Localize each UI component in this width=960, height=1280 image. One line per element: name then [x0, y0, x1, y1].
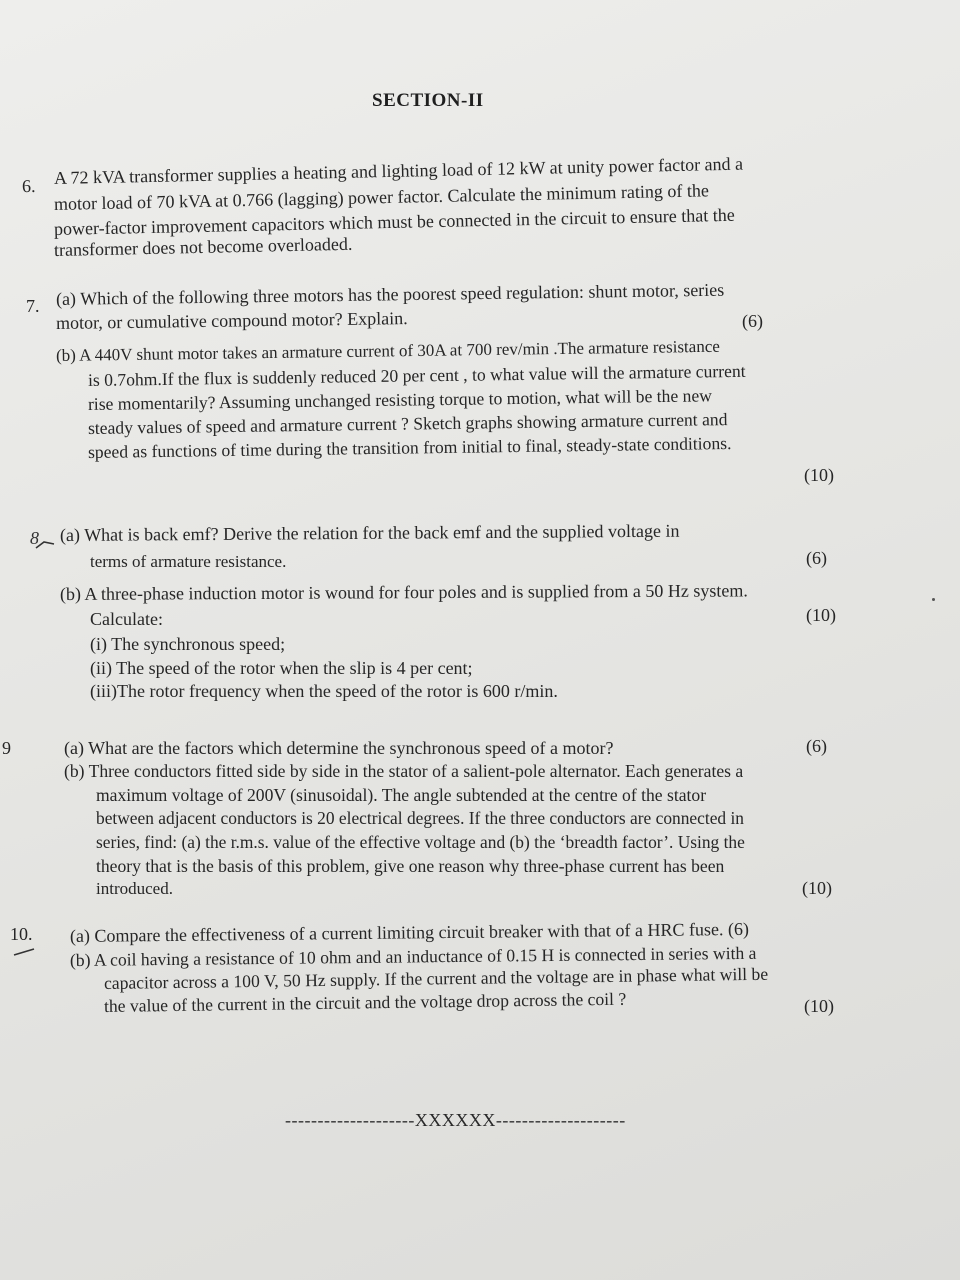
q9a-marks: (6) [806, 736, 827, 756]
q7a-line-1: (a) Which of the following three motors has the poorest speed regulation: shunt motor, series [55, 279, 725, 309]
question-8-number: 8 [30, 528, 39, 548]
question-6-number: 6. [21, 175, 36, 197]
question-7-number: 7. [26, 296, 40, 316]
q8b-marks: (10) [806, 605, 836, 625]
q10b-line-2: capacitor across a 100 V, 50 Hz supply. If the current and the voltage are in phase what will be [103, 963, 769, 993]
q7a-line-2: motor, or cumulative compound motor? Explain. [55, 308, 408, 333]
q6-line-3: power-factor improvement capacitors which must be connected in the circuit to ensure that the [53, 204, 735, 239]
question-9-number: 9 [2, 738, 11, 758]
handwritten-tick-icon [12, 946, 36, 958]
section-title: SECTION-II [372, 90, 484, 111]
q10a-line: (a) Compare the effectiveness of a current limiting circuit breaker with that of a HRC fuse. (6) [69, 918, 749, 946]
q9b-line-1: (b) Three conductors fitted side by side in the stator of a salient-pole alternator. Each generates a [64, 761, 744, 781]
handwritten-tick-icon [34, 538, 56, 552]
q8b-line-2: Calculate: [90, 609, 163, 629]
q8b-line-3: (i) The synchronous speed; [90, 634, 286, 654]
q8b-line-5: (iii)The rotor frequency when the speed of the rotor is 600 r/min. [90, 681, 558, 701]
q8b-line-4: (ii) The speed of the rotor when the slip is 4 per cent; [90, 658, 473, 678]
q7a-marks: (6) [742, 311, 763, 331]
q6-line-2: motor load of 70 kVA at 0.766 (lagging) power factor. Calculate the minimum rating of the [53, 180, 710, 214]
q9b-marks: (10) [802, 878, 832, 898]
q8a-line-1: (a) What is back emf? Derive the relation for the back emf and the supplied voltage in [59, 520, 680, 545]
q9a-line: (a) What are the factors which determine the synchronous speed of a motor? [64, 738, 614, 758]
q6-line-4: transformer does not become overloaded. [53, 233, 353, 260]
q10b-marks: (10) [804, 996, 834, 1016]
q7b-line-1: (b) A 440V shunt motor takes an armature current of 30A at 700 rev/min .The armature resistance [55, 336, 720, 365]
q10b-line-3: the value of the current in the circuit and the voltage drop across the coil ? [103, 988, 627, 1016]
q9b-line-2: maximum voltage of 200V (sinusoidal). The angle subtended at the centre of the stator [96, 785, 707, 805]
q7b-line-2: is 0.7ohm.If the flux is suddenly reduced 20 per cent , to what value will the armature current [87, 360, 746, 390]
q6-line-1: A 72 kVA transformer supplies a heating and lighting load of 12 kW at unity power factor and a [53, 153, 744, 188]
q8a-marks: (6) [806, 548, 827, 568]
q7b-line-3: rise momentarily? Assuming unchanged resisting torque to motion, what will be the new [87, 385, 713, 414]
stray-dot [932, 598, 935, 601]
question-10-number: 10. [10, 924, 33, 944]
q7b-marks: (10) [804, 465, 834, 485]
q9b-line-6: introduced. [96, 879, 173, 898]
q9b-line-3: between adjacent conductors is 20 electrical degrees. If the three conductors are connected in [96, 808, 744, 828]
q9b-line-5: theory that is the basis of this problem, give one reason why three-phase current has been [96, 856, 725, 876]
q8b-line-1: (b) A three-phase induction motor is wound for four poles and is supplied from a 50 Hz system. [59, 580, 748, 604]
end-of-paper-marker: --------------------XXXXXX-------------------- [285, 1110, 626, 1130]
q9b-line-4: series, find: (a) the r.m.s. value of the effective voltage and (b) the ‘breadth factor’. Using the [96, 832, 745, 852]
q10b-line-1: (b) A coil having a resistance of 10 ohm and an inductance of 0.15 H is connected in series with a [69, 942, 757, 970]
q8a-line-2: terms of armature resistance. [90, 552, 287, 571]
q7b-line-4: steady values of speed and armature current ? Sketch graphs showing armature current and [87, 409, 728, 438]
q7b-line-5: speed as functions of time during the transition from initial to final, steady-state conditions. [87, 433, 732, 462]
